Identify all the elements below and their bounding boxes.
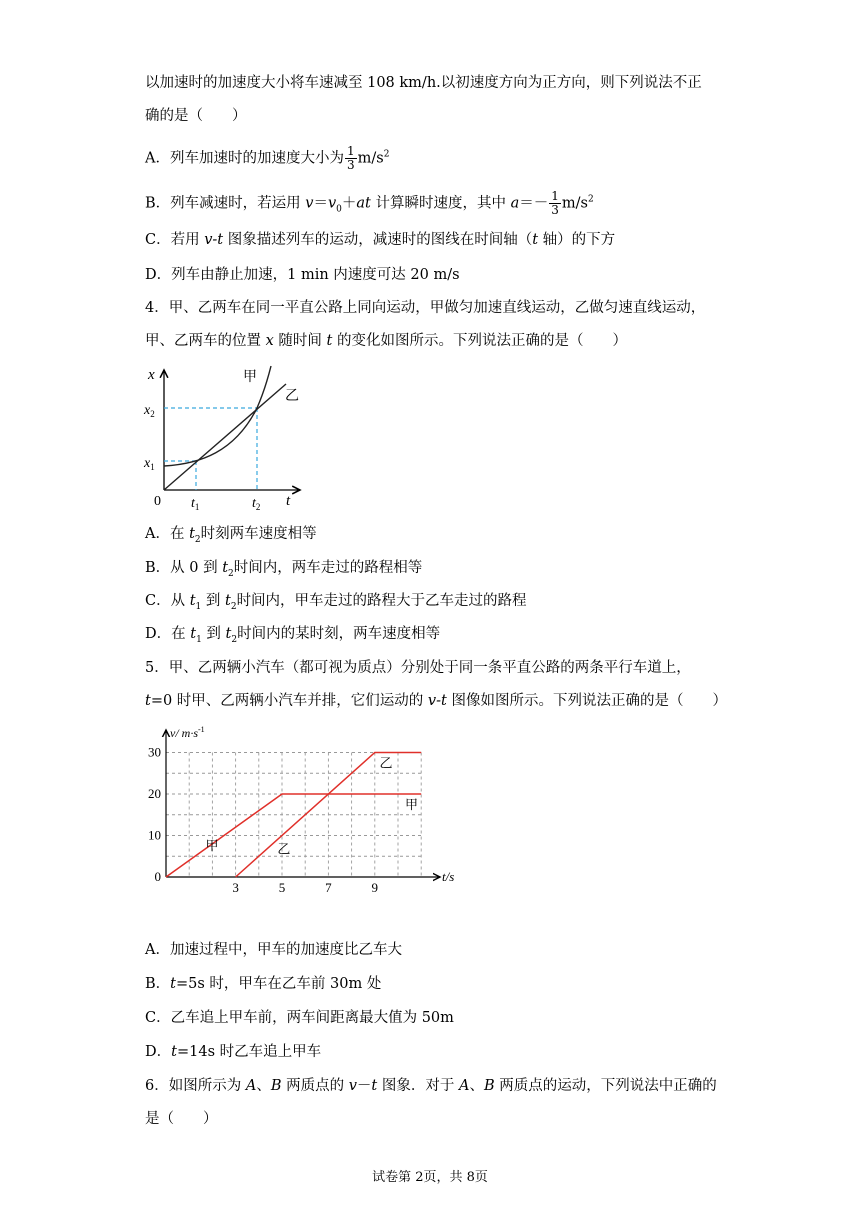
series-label-jia-mid: 甲	[205, 837, 219, 853]
y-tick-label: 0	[154, 869, 161, 884]
q3-option-c: C．若用 v-t 图象描述列车的运动，减速时的图线在时间轴（t 轴）的下方	[145, 232, 616, 248]
y-tick-label: 10	[148, 827, 161, 843]
x-tick-label: 3	[232, 880, 239, 892]
q4-stem-line2: 甲、乙两车的位置 x 随时间 t 的变化如图所示。下列说法正确的是（ ）	[145, 333, 627, 349]
q4-x-axis-label: t	[286, 493, 291, 509]
y-tick-label: 30	[148, 744, 161, 760]
q6-stem-line2: 是（ ）	[145, 1111, 218, 1127]
q4-label-yi: 乙	[285, 389, 299, 404]
q3-stem-line1: 以加速时的加速度大小将车速减至 108 km/h.以初速度方向为正方向，则下列说法不正	[145, 75, 702, 91]
q5-vt-chart	[140, 722, 470, 892]
q5-option-b: B．t=5s 时，甲车在乙车前 30m 处	[145, 976, 382, 992]
q3-option-d: D．列车由静止加速，1 min 内速度可达 20 m/s	[145, 267, 460, 283]
series-label-yi-mid: 乙	[277, 841, 291, 857]
fraction: $\frac{1}{3}$	[551, 189, 559, 217]
q5-stem-line2: t=0 时甲、乙两辆小汽车并排，它们运动的 v-t 图像如图所示。下列说法正确的是（ ）	[145, 693, 727, 709]
q4-origin-label: 0	[154, 494, 161, 509]
q4-x2-label: $x_2$	[144, 403, 155, 419]
q4-option-b: B．从 0 到 $t_2$时间内，两车走过的路程相等	[145, 560, 423, 579]
q5-stem-line1: 5．甲、乙两辆小汽车（都可视为质点）分别处于同一条平直公路的两条平行车道上，	[145, 660, 691, 676]
fraction: $\frac{1}{3}$	[346, 144, 355, 172]
q3-option-a: A．列车加速时的加速度大小为 $\frac{1}{3}$ $m/s^2$	[145, 144, 390, 172]
q5-y-axis-label: v/ $m\cdot s^{-1}$	[170, 725, 205, 740]
y-tick-label: 20	[148, 786, 161, 801]
q4-line-yi	[164, 384, 286, 490]
page-footer: 试卷第 2页，共 8页	[372, 1170, 488, 1185]
q4-option-c: C．从 $t_1$ 到 $t_2$时间内，甲车走过的路程大于乙车走过的路程	[145, 593, 527, 612]
q3-option-b: B．列车减速时，若运用 $v=v_0+at$ 计算瞬时速度，其中 a＝－ $\frac{1}{3}$ $m/s^2$	[145, 189, 594, 217]
q4-xt-graph	[140, 362, 310, 512]
q5-option-d: D．t=14s 时乙车追上甲车	[145, 1044, 322, 1060]
series-label-yi-end: 乙	[379, 755, 393, 771]
q4-t1-label: $t_1$	[191, 496, 200, 512]
q5-x-axis-label: t/s	[442, 869, 455, 884]
q6-stem-line1: 6．如图所示为 A、B 两质点的 v－t 图象．对于 A、B 两质点的运动，下列说法中正确的	[145, 1078, 717, 1094]
x-tick-label: 7	[325, 880, 332, 892]
x-tick-label: 9	[371, 880, 379, 892]
q3-stem-line2: 确的是（ ）	[145, 108, 247, 124]
q4-option-a: A．在 $t_2$时刻两车速度相等	[145, 526, 317, 545]
q4-stem-line1: 4．甲、乙两车在同一平直公路上同向运动，甲做匀加速直线运动，乙做匀速直线运动，	[145, 300, 706, 316]
q4-option-d: D．在 $t_1$ 到 $t_2$时间内的某时刻，两车速度相等	[145, 626, 441, 645]
q4-x1-label: $x_1$	[144, 456, 155, 472]
q5-option-c: C．乙车追上甲车前，两车间距离最大值为 50m	[145, 1010, 454, 1026]
q4-y-axis-label: x	[148, 367, 155, 383]
series-label-jia-end: 甲	[404, 797, 418, 812]
q4-label-jia: 甲	[243, 370, 257, 385]
x-tick-label: 5	[278, 880, 286, 892]
q4-t2-label: $t_2$	[252, 496, 261, 512]
q5-option-a: A．加速过程中，甲车的加速度比乙车大	[145, 942, 402, 958]
